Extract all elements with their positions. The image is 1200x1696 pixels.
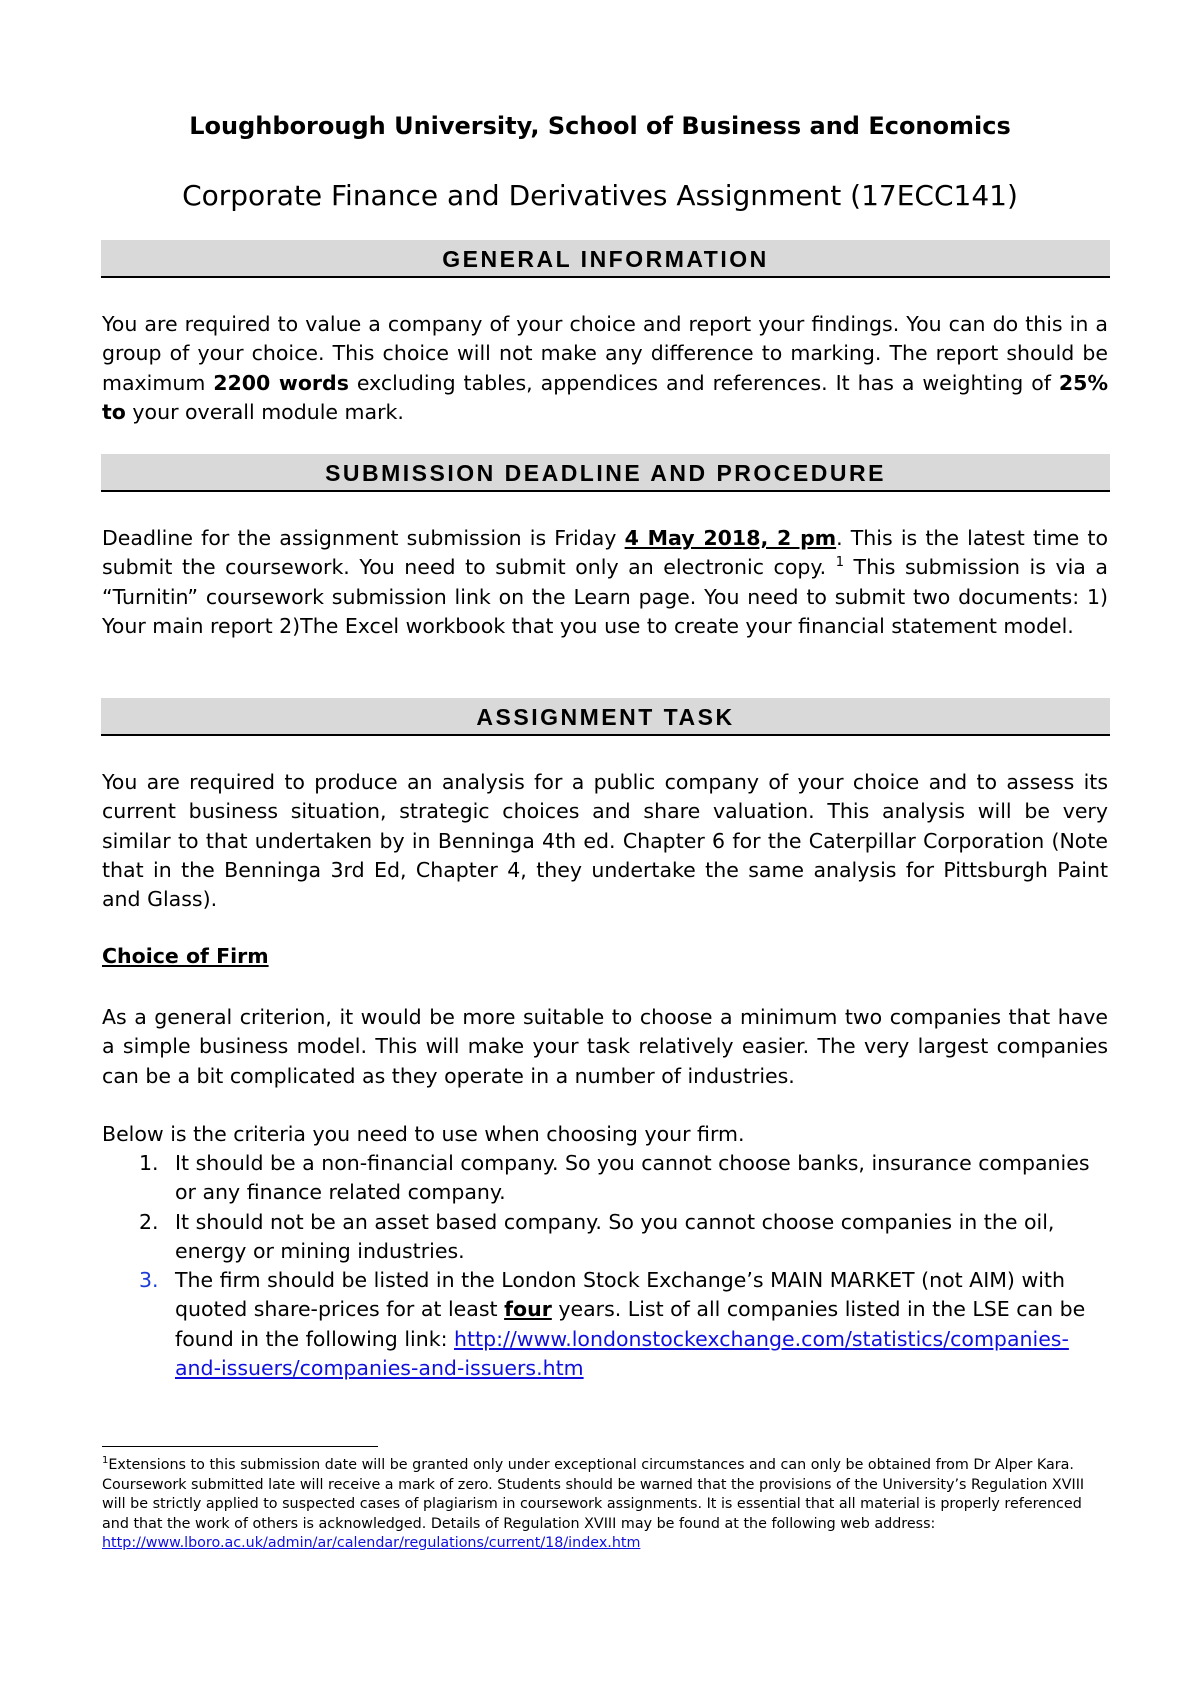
section-heading-assignment-task: ASSIGNMENT TASK	[101, 698, 1110, 736]
deadline-date: 4 May 2018, 2 pm	[624, 526, 837, 550]
general-information-paragraph	[102, 310, 1108, 427]
criteria-intro: Below is the criteria you need to use when choosing your firm.	[102, 1122, 745, 1146]
task-intro-paragraph: You are required to produce an analysis for a public company of your choice and to assess its current business situation, strategic choices and share valuation. This analysis will be very similar to that undertaken by in Benninga 4th ed. Chapter 6 for the Caterpillar Corporation (Note that in the Benninga 3rd Ed, Chapter 4, they undertake the same analysis for Pittsburgh Paint and Glass).	[102, 770, 1108, 912]
university-title: Loughborough University, School of Business and Economics	[189, 112, 1011, 140]
word-limit: 2200 words	[213, 370, 349, 395]
section-heading-general-information: GENERAL INFORMATION	[101, 240, 1110, 278]
regulation-link[interactable]: http://www.lboro.ac.uk/admin/ar/calendar/regulations/current/18/index.htm	[102, 1535, 641, 1551]
general-text-3: your overall module mark.	[125, 399, 404, 424]
list-number: 3.	[139, 1268, 159, 1293]
list-text: It should be a non-financial company. So you cannot choose banks, insurance companies or any finance related company.	[175, 1151, 1090, 1205]
weighting: 25% to	[102, 370, 1108, 424]
footnote-mark: 1	[102, 1455, 109, 1467]
footnote-text: Extensions to this submission date will be granted only under exceptional circumstances and can only be obtained from Dr Alper Kara. Coursework submitted late will receive a mark of zero. Students should be warned that the provisions of the University’s Regulation XVIII will be strictly applied to suspected cases of plagiarism in coursework assignments. It is essential that all material is properly referenced and that the work of others is acknowledged. Details of Regulation XVIII may be found at the following web address:	[102, 1457, 1085, 1532]
list-number: 1.	[139, 1151, 159, 1175]
list-number: 2.	[139, 1209, 159, 1234]
course-title: Corporate Finance and Derivatives Assignment (17ECC141)	[182, 179, 1018, 212]
footnote-separator	[102, 1446, 378, 1447]
list-emphasis: four	[504, 1297, 552, 1322]
list-item	[102, 1149, 1108, 1208]
lse-companies-link[interactable]: http://www.londonstockexchange.com/statistics/companies-and-issuers/companies-and-issuers.htm	[175, 1326, 1069, 1381]
list-text: It should not be an asset based company. So you cannot choose companies in the oil, energy or mining industries.	[175, 1209, 1055, 1263]
submission-paragraph	[102, 524, 1108, 641]
submission-text-1: Deadline for the assignment submission is Friday	[102, 526, 625, 550]
criteria-list	[102, 1149, 1108, 1383]
criterion-paragraph: As a general criterion, it would be more suitable to choose a minimum two companies that have a simple business model. This will make your task relatively easier. The very largest companies can be a bit complicated as they operate in a number of industries.	[102, 1005, 1108, 1088]
list-text-pre: The firm should be listed in the London Stock Exchange’s MAIN MARKET (not AIM) with quoted share-prices for at least	[175, 1268, 1065, 1322]
footnote-reference[interactable]: 1	[835, 555, 844, 571]
general-text-1: You are required to value a company of your choice and report your findings. You can do this in a group of your choice. This choice will not make any difference to marking. The report should be maximum	[102, 312, 1108, 395]
choice-of-firm-heading: Choice of Firm	[102, 944, 269, 968]
list-item	[102, 1208, 1108, 1267]
submission-text-3: This submission is via a “Turnitin” coursework submission link on the Learn page. You need to submit two documents: 1) Your main report 2)The Excel workbook that you use to create your financial statement model.	[102, 555, 1108, 638]
footnote	[102, 1456, 1108, 1554]
list-item	[102, 1266, 1108, 1383]
submission-text-2: . This is the latest time to submit the coursework. You need to submit only an electronic copy.	[102, 526, 1109, 580]
list-text-post: years. List of all companies listed in the LSE can be found in the following link:	[175, 1297, 1086, 1351]
general-text-2: excluding tables, appendices and references. It has a weighting of	[348, 370, 1059, 395]
section-heading-submission: SUBMISSION DEADLINE AND PROCEDURE	[101, 454, 1110, 492]
